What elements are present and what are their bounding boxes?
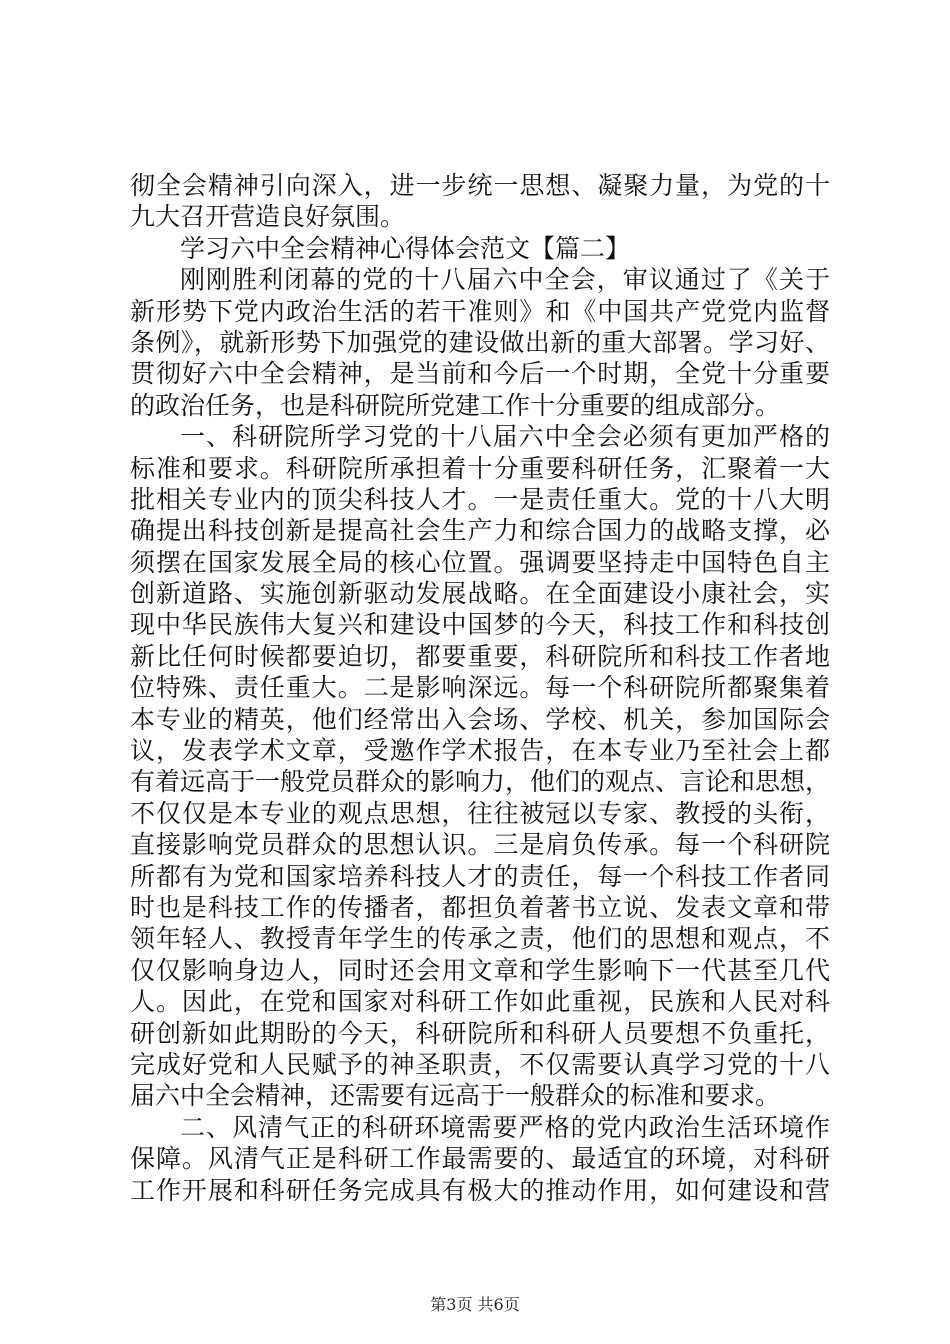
text-line: 二、风清气正的科研环境需要严格的党内政治生活环境作 — [180, 1112, 830, 1142]
text-line: 批相关专业内的顶尖科技人才。一是责任重大。党的十八大明 — [130, 484, 830, 514]
text-line: 新形势下党内政治生活的若干准则》和《中国共产党党内监督 — [130, 296, 830, 326]
text-line: 刚刚胜利闭幕的党的十八届六中全会，审议通过了《关于 — [180, 265, 830, 295]
text-line: 位特殊、责任重大。二是影响深远。每一个科研院所都聚集着 — [130, 673, 830, 703]
text-line: 直接影响党员群众的思想认识。三是肩负传承。每一个科研院 — [130, 830, 830, 860]
text-line: 贯彻好六中全会精神，是当前和今后一个时期，全党十分重要 — [130, 359, 830, 389]
text-line: 标准和要求。科研院所承担着十分重要科研任务，汇聚着一大 — [130, 453, 830, 483]
text-line: 条例》，就新形势下加强党的建设做出新的重大部署。学习好、 — [130, 327, 830, 357]
text-line: 现中华民族伟大复兴和建设中国梦的今天，科技工作和科技创 — [130, 610, 830, 640]
text-line: 须摆在国家发展全局的核心位置。强调要坚持走中国特色自主 — [130, 547, 830, 577]
document-body — [130, 170, 830, 1206]
text-line: 有着远高于一般党员群众的影响力，他们的观点、言论和思想， — [130, 767, 831, 797]
text-line: 议，发表学术文章，受邀作学术报告，在本专业乃至社会上都 — [130, 736, 830, 766]
text-line: 本专业的精英，他们经常出入会场、学校、机关，参加国际会 — [130, 704, 830, 734]
text-line: 所都有为党和国家培养科技人才的责任，每一个科技工作者同 — [130, 861, 830, 891]
text-line: 一、科研院所学习党的十八届六中全会必须有更加严格的 — [180, 422, 830, 452]
text-line: 人。因此，在党和国家对科研工作如此重视，民族和人民对科 — [130, 987, 830, 1017]
text-line: 创新道路、实施创新驱动发展战略。在全面建设小康社会，实 — [130, 579, 830, 609]
text-line: 领年轻人、教授青年学生的传承之责，他们的思想和观点，不 — [130, 924, 830, 954]
page-footer: 第3页 共6页 — [430, 1295, 520, 1314]
text-line: 工作开展和科研任务完成具有极大的推动作用，如何建设和营 — [130, 1175, 830, 1205]
text-line: 完成好党和人民赋予的神圣职责，不仅需要认真学习党的十八 — [130, 1049, 830, 1079]
text-line: 九大召开营造良好氛围。 — [130, 202, 406, 232]
text-line: 保障。风清气正是科研工作最需要的、最适宜的环境，对科研 — [130, 1144, 830, 1174]
text-line: 彻全会精神引向深入，进一步统一思想、凝聚力量，为党的十 — [130, 171, 830, 200]
text-line: 仅仅影响身边人，同时还会用文章和学生影响下一代甚至几代 — [130, 955, 830, 985]
text-line: 学习六中全会精神心得体会范文【篇二】 — [180, 233, 631, 263]
text-line: 届六中全会精神，还需要有远高于一般群众的标准和要求。 — [130, 1081, 781, 1111]
text-line: 确提出科技创新是提高社会生产力和综合国力的战略支撑，必 — [130, 516, 830, 546]
text-line: 研创新如此期盼的今天，科研院所和科研人员要想不负重托， — [130, 1018, 830, 1048]
text-line: 不仅仅是本专业的观点思想，往往被冠以专家、教授的头衔， — [130, 798, 830, 828]
text-line: 的政治任务，也是科研院所党建工作十分重要的组成部分。 — [130, 390, 781, 420]
text-line: 新比任何时候都要迫切，都要重要，科研院所和科技工作者地 — [130, 641, 830, 671]
text-line: 时也是科技工作的传播者，都担负着著书立说、发表文章和带 — [130, 892, 830, 922]
